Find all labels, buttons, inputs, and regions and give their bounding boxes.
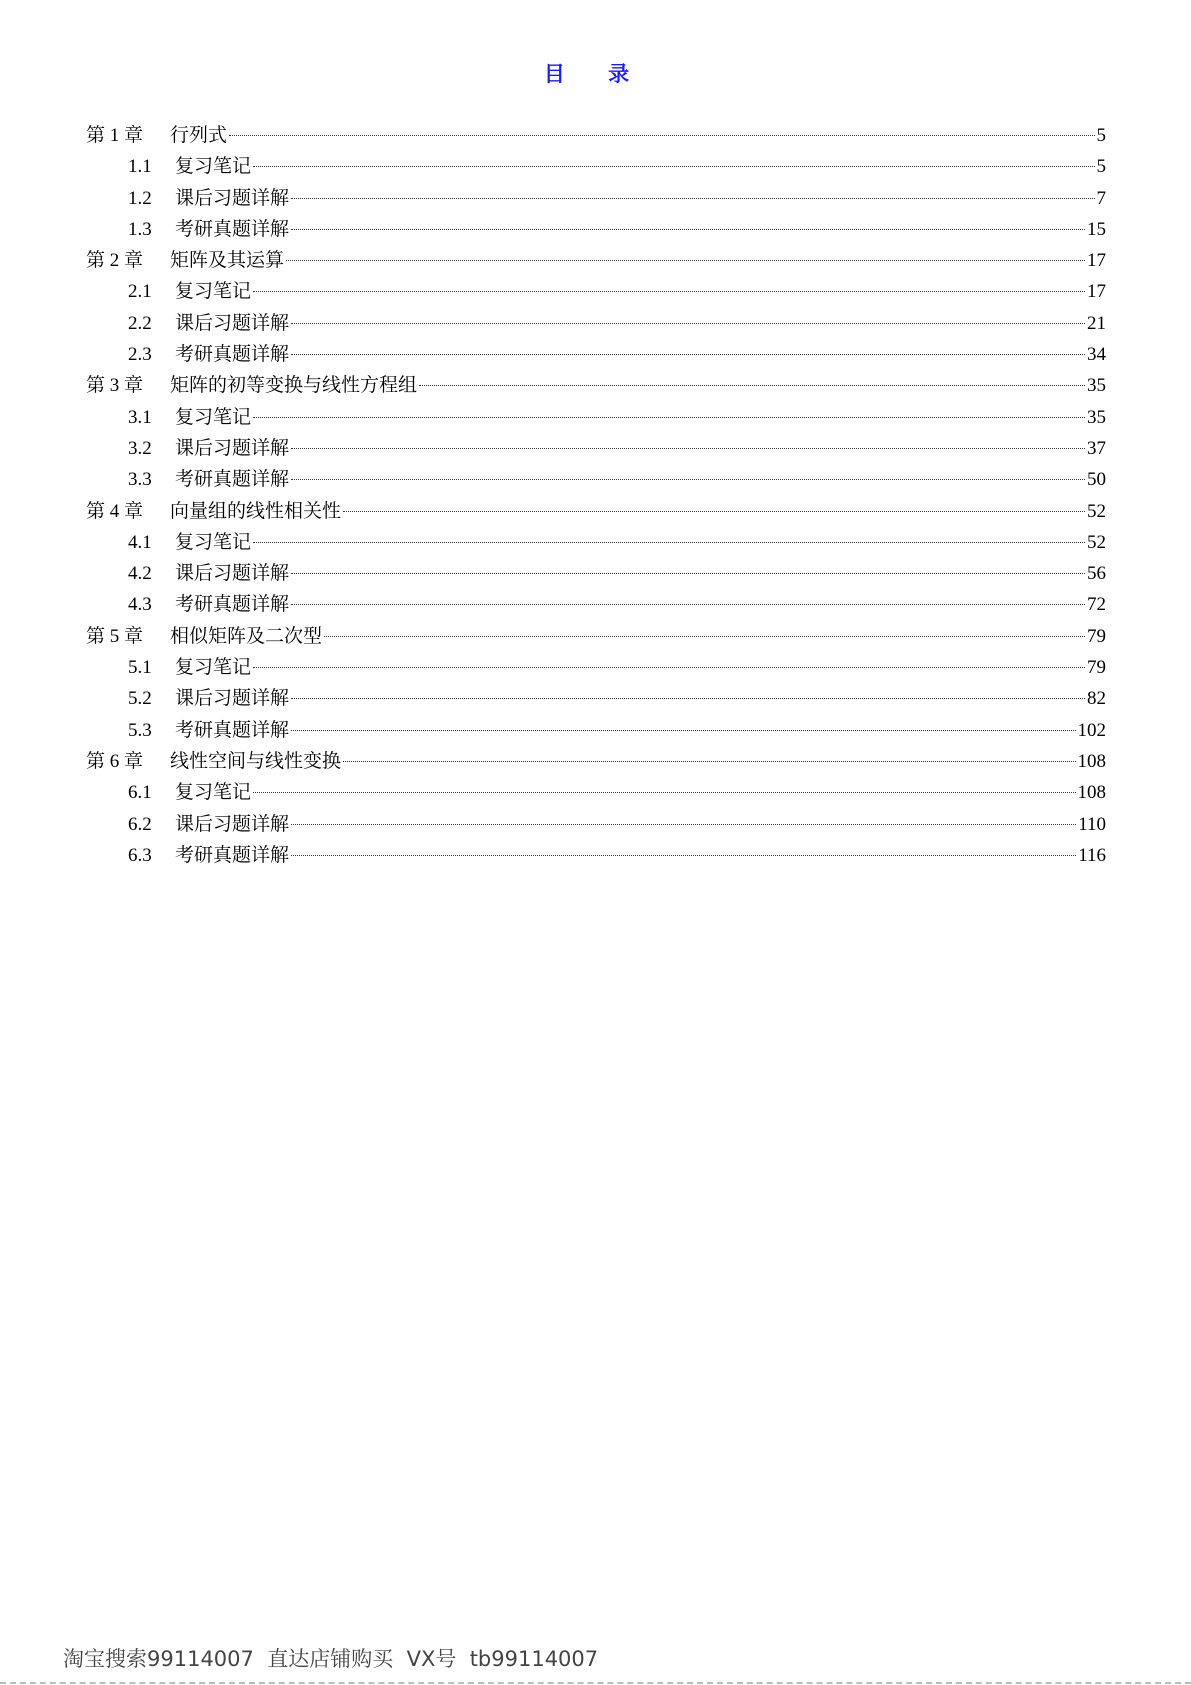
- toc-dot-leader: [253, 792, 1075, 793]
- toc-page-number: 5: [1096, 125, 1106, 146]
- toc-section-entry[interactable]: [86, 558, 1106, 589]
- toc-entry-number: 3.2: [128, 437, 152, 459]
- toc-entry-title: 课后习题详解: [175, 563, 290, 585]
- toc-dot-leader: [291, 448, 1085, 449]
- toc-dot-leader: [291, 855, 1076, 856]
- toc-dot-leader: [324, 636, 1085, 637]
- toc-page-number: 52: [1087, 500, 1106, 522]
- toc-entry-number: 2.2: [128, 312, 152, 334]
- toc-entry-title: 复习笔记: [175, 531, 252, 553]
- toc-page-number: 72: [1087, 594, 1106, 616]
- toc-page-number: 56: [1087, 563, 1106, 585]
- toc-section-entry[interactable]: [86, 464, 1106, 495]
- toc-dot-leader: [291, 573, 1085, 574]
- toc-entry-title: 相似矩阵及二次型: [170, 625, 323, 647]
- toc-entry-number: 4.1: [128, 531, 152, 553]
- toc-chapter-entry[interactable]: [86, 496, 1106, 527]
- page-title: 目 录: [543, 62, 648, 86]
- toc-chapter-entry[interactable]: [86, 621, 1106, 652]
- toc-entry-title: 线性空间与线性变换: [170, 750, 342, 772]
- toc-section-entry[interactable]: [86, 840, 1106, 871]
- toc-dot-leader: [286, 260, 1085, 261]
- toc-entry-number: 第 3 章: [86, 375, 144, 397]
- footer-watermark: 淘宝搜索99114007 直达店铺购买 VX号 tb99114007: [63, 1647, 599, 1671]
- toc-section-entry[interactable]: [86, 652, 1106, 683]
- toc-section-entry[interactable]: [86, 527, 1106, 558]
- toc-dot-leader: [343, 511, 1085, 512]
- toc-entry-title: 复习笔记: [175, 657, 252, 679]
- toc-entry-number: 4.2: [128, 563, 152, 585]
- toc-entry-number: 第 2 章: [86, 250, 144, 272]
- toc-entry-title: 考研真题详解: [175, 844, 290, 866]
- toc-page-number: 34: [1087, 344, 1106, 366]
- toc-section-entry[interactable]: [86, 589, 1106, 620]
- toc-dot-leader: [253, 291, 1085, 292]
- toc-entry-title: 课后习题详解: [175, 312, 290, 334]
- toc-entry-number: 3.1: [128, 406, 152, 428]
- toc-entry-number: 5.2: [128, 688, 152, 710]
- toc-page-number: 108: [1077, 782, 1106, 804]
- toc-page-number: 102: [1077, 719, 1106, 741]
- toc-section-entry[interactable]: [86, 777, 1106, 808]
- footer-divider: [0, 1682, 1191, 1684]
- toc-dot-leader: [291, 730, 1075, 731]
- toc-entry-title: 考研真题详解: [175, 719, 290, 741]
- toc-entry-number: 6.2: [128, 813, 152, 835]
- toc-page-number: 21: [1087, 312, 1106, 334]
- toc-dot-leader: [253, 667, 1085, 668]
- toc-dot-leader: [291, 229, 1085, 230]
- toc-dot-leader: [253, 542, 1085, 543]
- toc-chapter-entry[interactable]: [86, 746, 1106, 777]
- toc-entry-title: 复习笔记: [175, 281, 252, 303]
- toc-entry-title: 考研真题详解: [175, 218, 290, 240]
- toc-section-entry[interactable]: [86, 683, 1106, 714]
- toc-entry-title: 矩阵的初等变换与线性方程组: [170, 375, 418, 397]
- toc-dot-leader: [343, 761, 1075, 762]
- toc-page-number: 5: [1096, 156, 1106, 178]
- toc-section-entry[interactable]: [86, 214, 1106, 245]
- toc-entry-number: 第 4 章: [86, 500, 144, 522]
- toc-entry-title: 考研真题详解: [175, 469, 290, 491]
- toc-entry-title: 行列式: [170, 125, 228, 146]
- toc-section-entry[interactable]: [86, 151, 1106, 182]
- toc-entry-number: 6.3: [128, 844, 152, 866]
- toc-entry-number: 2.3: [128, 344, 152, 366]
- toc-section-entry[interactable]: [86, 402, 1106, 433]
- toc-entry-number: 5.3: [128, 719, 152, 741]
- toc-page-number: 35: [1087, 375, 1106, 397]
- toc-page-number: 35: [1087, 406, 1106, 428]
- toc-entry-title: 考研真题详解: [175, 344, 290, 366]
- toc-section-entry[interactable]: [86, 308, 1106, 339]
- toc-page-number: 17: [1087, 250, 1106, 272]
- toc-chapter-entry[interactable]: [86, 370, 1106, 401]
- toc-chapter-entry[interactable]: [86, 245, 1106, 276]
- toc-dot-leader: [291, 354, 1085, 355]
- toc-dot-leader: [419, 385, 1085, 386]
- toc-entry-number: 1.1: [128, 156, 152, 178]
- toc-entry-number: 2.1: [128, 281, 152, 303]
- toc-page-number: 110: [1078, 813, 1106, 835]
- toc-page-number: 17: [1087, 281, 1106, 303]
- toc-entry-number: 4.3: [128, 594, 152, 616]
- toc-section-entry[interactable]: [86, 433, 1106, 464]
- toc-dot-leader: [291, 479, 1085, 480]
- toc-section-entry[interactable]: [86, 339, 1106, 370]
- toc-dot-leader: [291, 323, 1085, 324]
- toc-entry-title: 课后习题详解: [175, 688, 290, 710]
- toc-entry-title: 考研真题详解: [175, 594, 290, 616]
- toc-entry-number: 1.2: [128, 187, 152, 209]
- toc-section-entry[interactable]: [86, 715, 1106, 746]
- toc-section-entry[interactable]: [86, 276, 1106, 307]
- table-of-contents: [86, 120, 1106, 871]
- toc-page-number: 7: [1096, 187, 1106, 209]
- toc-page-number: 79: [1087, 657, 1106, 679]
- toc-dot-leader: [291, 698, 1085, 699]
- toc-page-number: 79: [1087, 625, 1106, 647]
- toc-entry-number: 1.3: [128, 218, 152, 240]
- toc-page-number: 108: [1077, 750, 1106, 772]
- toc-entry-title: 矩阵及其运算: [170, 250, 285, 272]
- toc-entry-title: 课后习题详解: [175, 187, 290, 209]
- toc-entry-title: 复习笔记: [175, 782, 252, 804]
- toc-page-number: 37: [1087, 437, 1106, 459]
- toc-dot-leader: [291, 824, 1076, 825]
- toc-entry-number: 第 1 章: [86, 125, 144, 146]
- toc-page-number: 15: [1087, 218, 1106, 240]
- toc-dot-leader: [229, 135, 1094, 136]
- toc-dot-leader: [291, 198, 1094, 199]
- toc-entry-number: 第 5 章: [86, 625, 144, 647]
- toc-entry-number: 5.1: [128, 657, 152, 679]
- toc-entry-title: 课后习题详解: [175, 437, 290, 459]
- toc-section-entry[interactable]: [86, 809, 1106, 840]
- toc-dot-leader: [291, 604, 1085, 605]
- toc-entry-title: 课后习题详解: [175, 813, 290, 835]
- toc-chapter-entry[interactable]: [86, 120, 1106, 151]
- toc-section-entry[interactable]: [86, 183, 1106, 214]
- toc-entry-title: 复习笔记: [175, 156, 252, 178]
- toc-page-number: 116: [1078, 844, 1106, 866]
- toc-entry-title: 向量组的线性相关性: [170, 500, 342, 522]
- toc-dot-leader: [253, 166, 1094, 167]
- toc-entry-title: 复习笔记: [175, 406, 252, 428]
- toc-page-number: 52: [1087, 531, 1106, 553]
- toc-entry-number: 第 6 章: [86, 750, 144, 772]
- toc-page-number: 82: [1087, 688, 1106, 710]
- toc-page-number: 50: [1087, 469, 1106, 491]
- toc-dot-leader: [253, 417, 1085, 418]
- toc-entry-number: 6.1: [128, 782, 152, 804]
- toc-entry-number: 3.3: [128, 469, 152, 491]
